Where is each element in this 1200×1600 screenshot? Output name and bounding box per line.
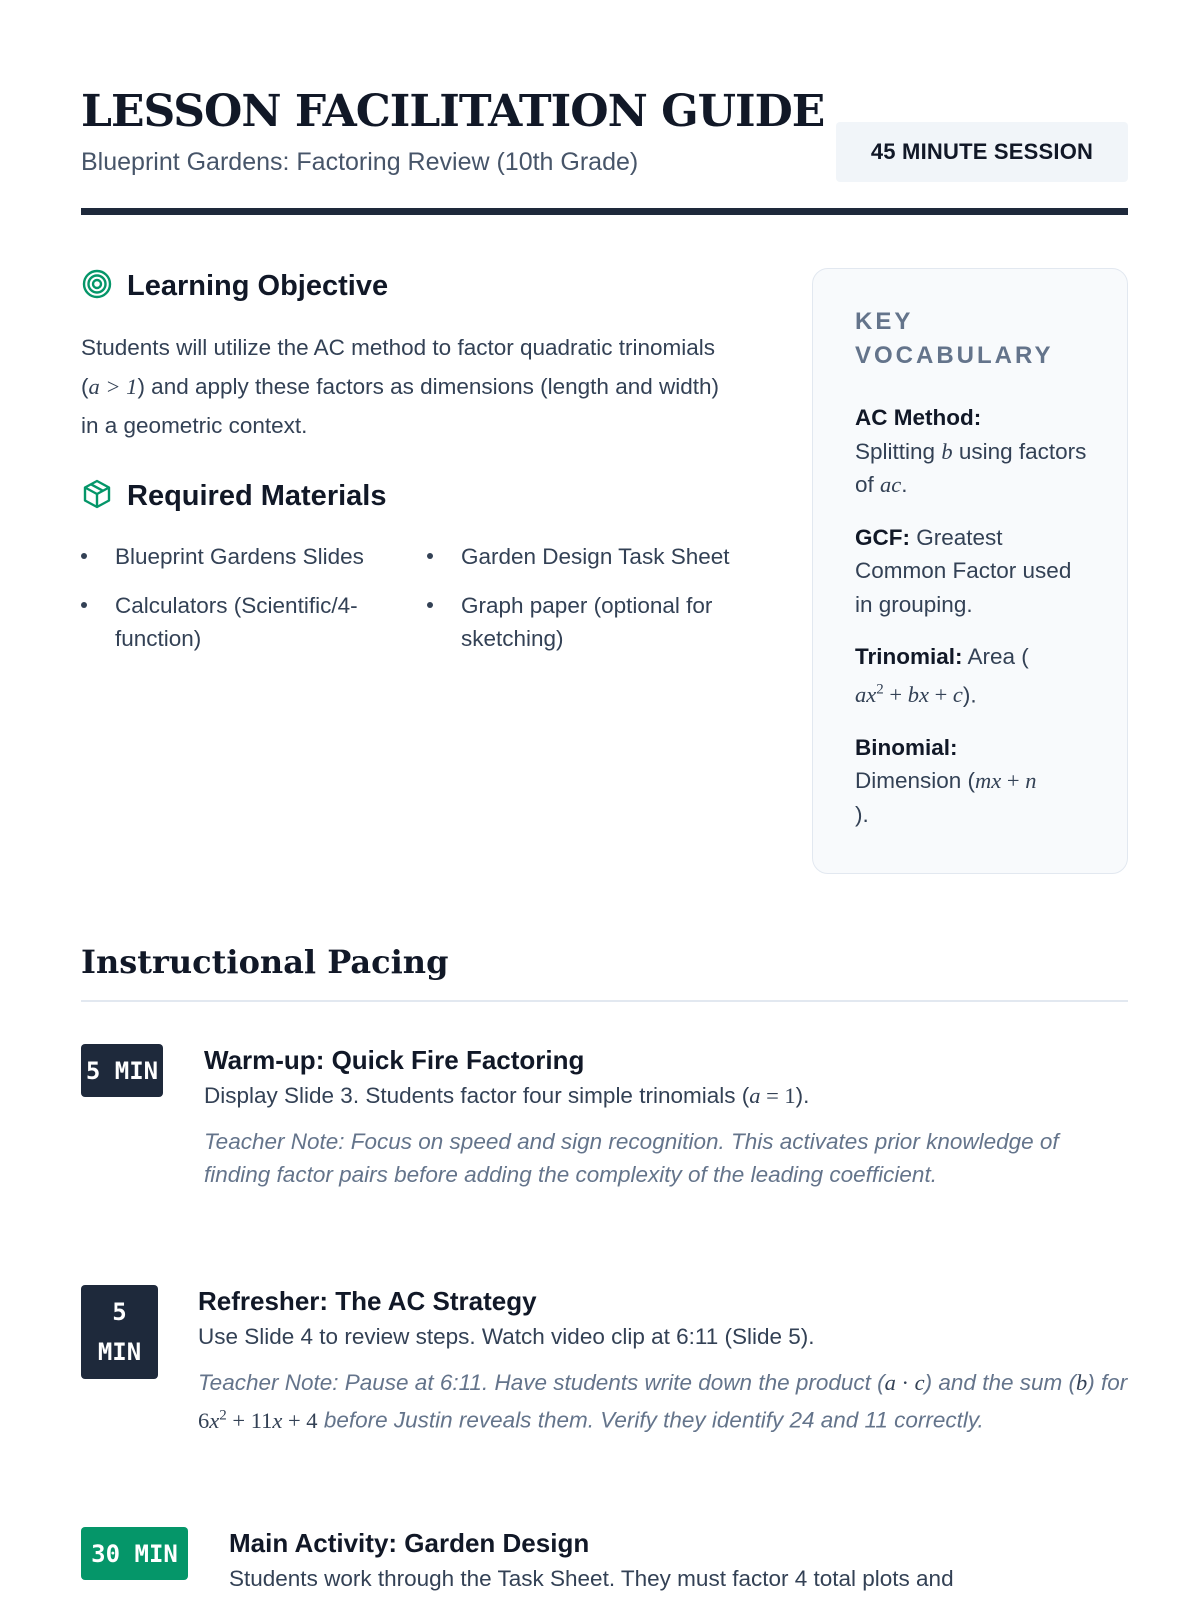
instructional-pacing-title: Instructional Pacing <box>81 943 449 981</box>
pacing-step-warmup <box>81 1044 1128 1234</box>
list-item: Graph paper (optional for sketching) <box>427 589 771 655</box>
step-title: Main Activity: Garden Design <box>229 1528 590 1558</box>
materials-list <box>81 540 771 655</box>
vocab-gcf: GCF: Greatest Common Factor used in grouping. <box>855 524 1072 617</box>
vocab-trinomial: Trinomial: Area ( $ax^2$ + bx + c). <box>855 644 1029 707</box>
list-item: Calculators (Scientific/4-function) <box>81 589 427 655</box>
guide-header <box>81 84 1128 218</box>
page-subtitle: Blueprint Gardens: Factoring Review (10th Grade) <box>81 148 639 176</box>
math-a-gt-1: a > 1 <box>88 374 138 399</box>
step-description: Display Slide 3. Students factor four simple trinomials (a = 1). <box>204 1083 810 1108</box>
header-divider <box>81 208 1128 215</box>
session-duration-badge: 45 MINUTE SESSION <box>836 122 1128 182</box>
pacing-step-main-activity <box>81 1527 1128 1600</box>
required-materials-heading <box>81 478 386 515</box>
page-title: LESSON FACILITATION GUIDE <box>81 86 825 137</box>
list-item: Blueprint Gardens Slides <box>81 540 427 573</box>
teacher-note: Teacher Note: Pause at 6:11. Have students write down the product (a · c) and the sum (b) for $6x^2 + 11x + 4$ before Justin reveals them. Verify they identify 24 and 11 correctly. <box>198 1370 1128 1433</box>
step-title: Warm-up: Quick Fire Factoring <box>204 1045 585 1075</box>
vocab-ac-method: AC Method: Splitting b using factors of ac. <box>855 405 1087 497</box>
vocab-binomial: Binomial: Dimension (mx + n ). <box>855 734 1037 827</box>
key-vocabulary-title: KEY VOCABULARY <box>855 308 1054 369</box>
time-badge: 30 MIN <box>81 1527 188 1580</box>
step-description: Use Slide 4 to review steps. Watch video clip at 6:11 (Slide 5). <box>198 1324 815 1349</box>
teacher-note: Teacher Note: Focus on speed and sign recognition. This activates prior knowledge of finding factor pairs before adding the complexity of the leading coefficient. <box>204 1129 1059 1187</box>
key-vocabulary-panel <box>812 268 1128 874</box>
learning-objective-title: Learning Objective <box>127 270 389 302</box>
learning-objective-text: Students will utilize the AC method to factor quadratic trinomials (a > 1) and apply these factors as dimensions (length and width) in a geometric context. <box>81 335 720 438</box>
list-item: Garden Design Task Sheet <box>427 540 771 573</box>
pacing-step-refresher <box>81 1285 1128 1485</box>
time-badge: 5 MIN <box>81 1044 163 1097</box>
time-badge: 5 MIN <box>81 1285 158 1379</box>
cube-icon <box>81 478 113 515</box>
step-description: Students work through the Task Sheet. They must factor 4 total plots and <box>229 1566 954 1591</box>
learning-objective-heading <box>81 268 388 305</box>
step-title: Refresher: The AC Strategy <box>198 1286 537 1316</box>
required-materials-title: Required Materials <box>127 480 387 512</box>
pacing-divider <box>81 1000 1128 1002</box>
target-icon <box>81 268 113 305</box>
